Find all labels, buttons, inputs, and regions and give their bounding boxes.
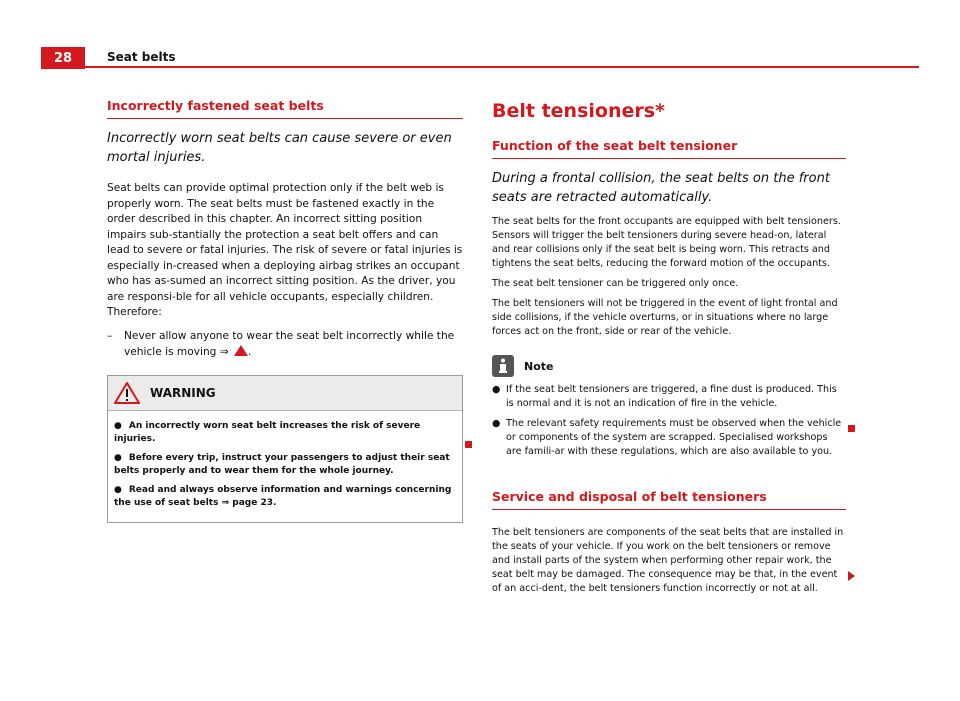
- section-lead: Incorrectly worn seat belts can cause severe or even mortal injuries.: [107, 131, 452, 165]
- right-column: [492, 98, 846, 602]
- left-column: [107, 98, 463, 523]
- header-rule: [85, 66, 919, 68]
- paragraph: The belt tensioners are components of the seat belts that are installed in the seats of your vehicle. If you work on the belt tensioners or remove and install parts of the system when performing other repair work, the seat belt may be damaged. The consequence may be that, in the event of an acci-dent, the belt tensioners function incorrectly or not at all.: [492, 527, 844, 594]
- note-item: ● The relevant safety requirements must be observed when the vehicle or components of the system are scrapped. Specialised workshops are famili-ar with these regulations, which are also available to you.: [492, 418, 842, 457]
- note-title: Note: [524, 359, 554, 373]
- continued-arrow-icon: [848, 571, 855, 581]
- note-icon: [492, 355, 514, 377]
- warning-item: ● Read and always observe information and warnings concerning the use of seat belts ⇒ page 23.: [114, 484, 452, 508]
- paragraph: The seat belts for the front occupants are equipped with belt tensioners. Sensors will trigger the belt tensioners during severe head-on, lateral and rear collisions only if the seat belt is being worn. This retracts and tightens the seat belts, reducing the forward motion of the occupants.: [492, 216, 841, 269]
- chapter-title: Seat belts: [107, 50, 176, 64]
- section-paragraph: Seat belts can provide optimal protection only if the belt web is properly worn. The seat belts must be fastened exactly in the order described in this chapter. An incorrect sitting position impairs sub-stantially the protection a seat belt offers and can lead to severe or fatal injuries. The risk of severe or fatal injuries is especially in-creased when a deploying airbag strikes an occupant who has as-sumed an incorrect sitting position. As the driver, you are responsi-ble for all vehicle occupants, especially children. Therefore:: [107, 182, 463, 318]
- warning-triangle-icon: [114, 382, 140, 404]
- section-title-tensioner-function: Function of the seat belt tensioner: [492, 138, 846, 159]
- paragraph: The belt tensioners will not be triggered in the event of light frontal and side collisions, if the vehicle overturns, or in situations where no large forces act on the front, side or rear of the vehicle.: [492, 298, 838, 337]
- dash-marker: –: [107, 329, 113, 342]
- chapter-heading-belt-tensioners: Belt tensioners*: [492, 100, 665, 122]
- end-of-section-icon: [465, 441, 472, 448]
- instruction-item: [107, 329, 463, 361]
- section-title-incorrect-belts: Incorrectly fastened seat belts: [107, 98, 463, 119]
- page-number: 28: [41, 47, 85, 69]
- warning-triangle-icon[interactable]: [234, 345, 248, 356]
- warning-box: [107, 375, 463, 523]
- warning-item: ● Before every trip, instruct your passengers to adjust their seat belts properly and to wear them for the whole journey.: [114, 452, 450, 476]
- section-title-service-disposal: Service and disposal of belt tensioners: [492, 489, 846, 510]
- note-item: ● If the seat belt tensioners are triggered, a fine dust is produced. This is normal and it is not an indication of fire in the vehicle.: [492, 384, 837, 409]
- warning-title: WARNING: [150, 385, 216, 400]
- section-lead: During a frontal collision, the seat belts on the front seats are retracted automatically.: [492, 171, 830, 205]
- warning-box-header: [108, 376, 462, 411]
- paragraph: The seat belt tensioner can be triggered only once.: [492, 278, 739, 289]
- warning-box-body: [108, 411, 462, 522]
- instruction-text: Never allow anyone to wear the seat belt incorrectly while the vehicle is moving ⇒ .: [124, 329, 455, 358]
- note-header: [492, 355, 846, 377]
- end-of-section-icon: [848, 425, 855, 432]
- warning-item: ● An incorrectly worn seat belt increases the risk of severe injuries.: [114, 420, 421, 444]
